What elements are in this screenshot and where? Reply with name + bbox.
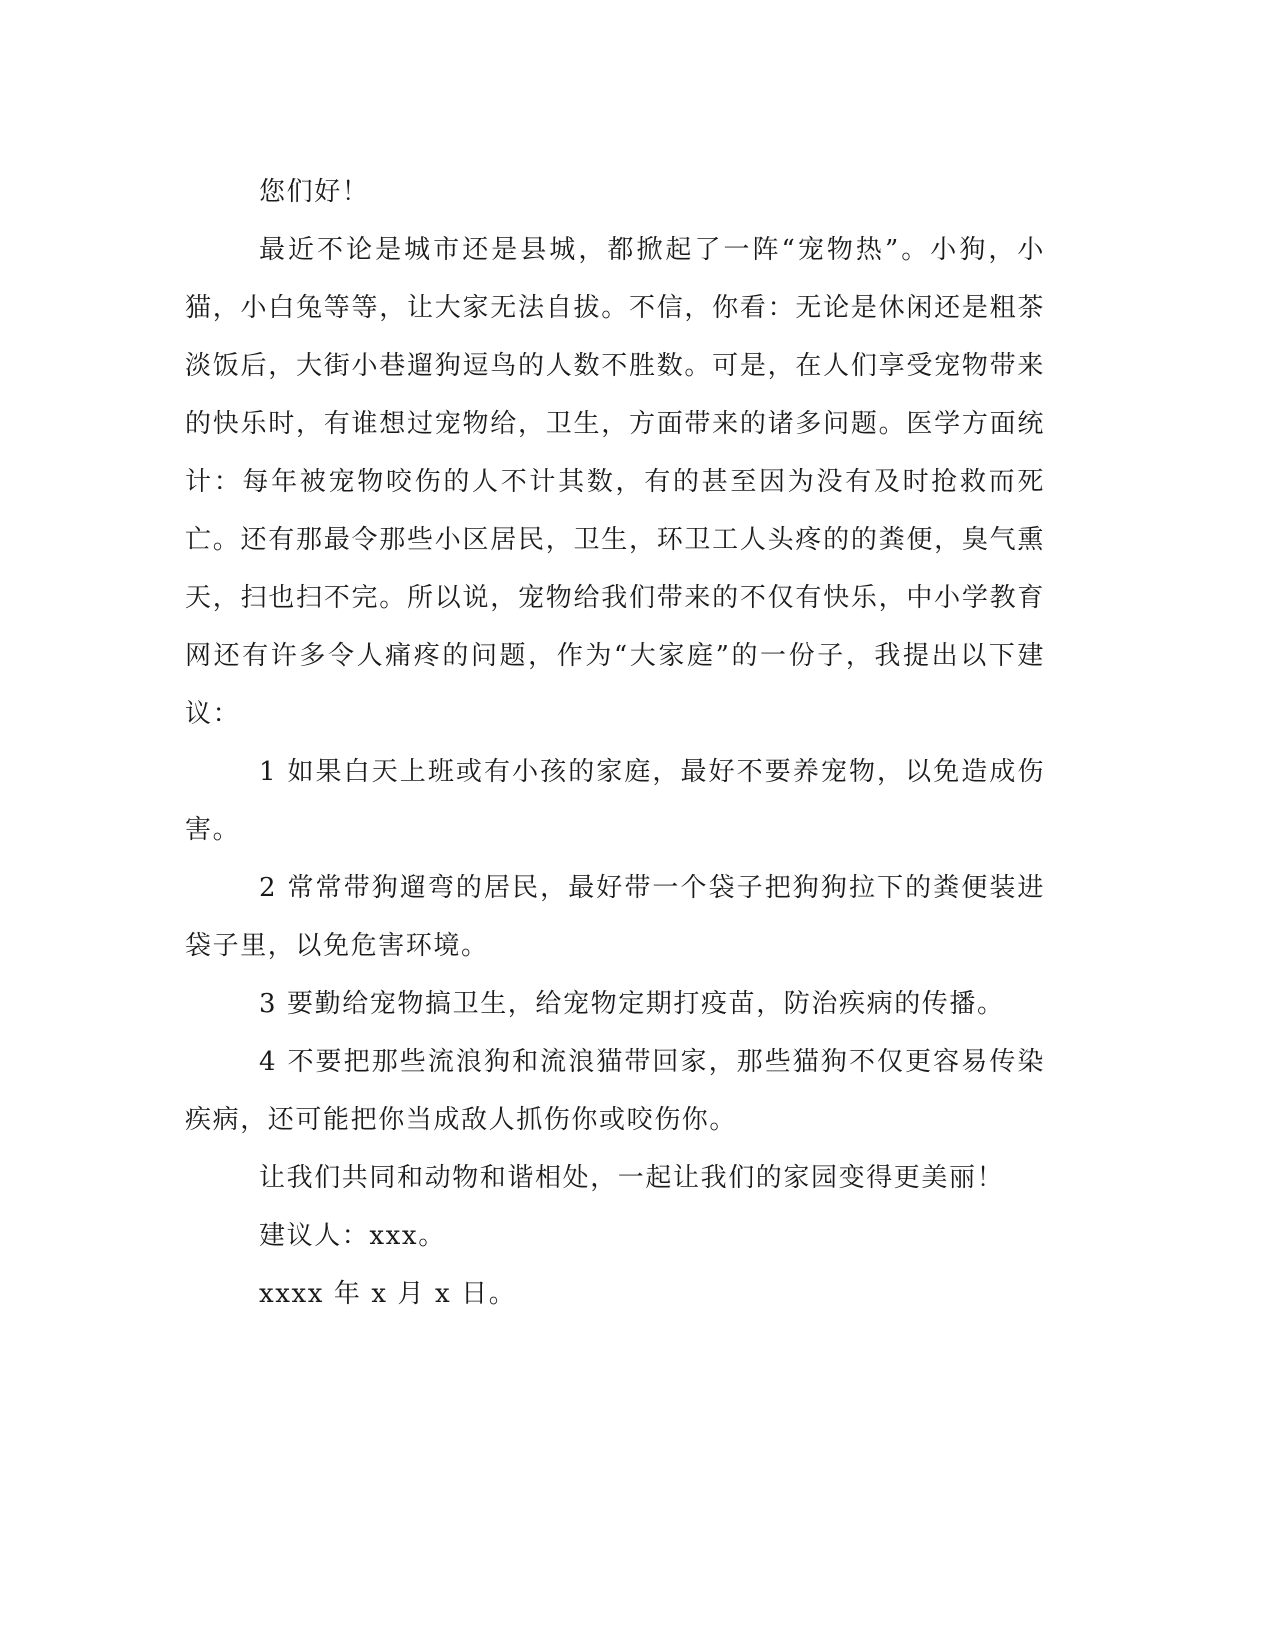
suggestion-1: 1 如果白天上班或有小孩的家庭，最好不要养宠物，以免造成伤害。	[185, 757, 1045, 845]
suggestion-3: 3 要勤给宠物搞卫生，给宠物定期打疫苗，防治疾病的传播。	[259, 989, 1005, 1019]
suggestion-4: 4 不要把那些流浪狗和流浪猫带回家，那些猫狗不仅更容易传染疾病，还可能把你当成敌人抓伤你或咬伤你。	[185, 1047, 1045, 1135]
suggestion-2: 2 常常带狗遛弯的居民，最好带一个袋子把狗狗拉下的粪便装进袋子里，以免危害环境。	[185, 873, 1045, 961]
signature: 建议人：xxx。	[259, 1221, 446, 1251]
greeting: 您们好！	[259, 177, 370, 207]
document-body	[185, 163, 1045, 1323]
date: xxxx 年 x 月 x 日。	[259, 1279, 517, 1309]
closing-paragraph: 让我们共同和动物和谐相处，一起让我们的家园变得更美丽！	[259, 1163, 1005, 1193]
intro-paragraph: 最近不论是城市还是县城，都掀起了一阵“宠物热”。小狗，小猫，小白兔等等，让大家无法自拔。不信，你看：无论是休闲还是粗茶淡饭后，大街小巷遛狗逗鸟的人数不胜数。可是，在人们享受宠物带来的快乐时，有谁想过宠物给，卫生，方面带来的诸多问题。医学方面统计：每年被宠物咬伤的人不计其数，有的甚至因为没有及时抢救而死亡。还有那最令那些小区居民，卫生，环卫工人头疼的的粪便，臭气熏天，扫也扫不完。所以说，宠物给我们带来的不仅有快乐，中小学教育网还有许多令人痛疼的问题，作为“大家庭”的一份子，我提出以下建议：	[185, 235, 1045, 729]
